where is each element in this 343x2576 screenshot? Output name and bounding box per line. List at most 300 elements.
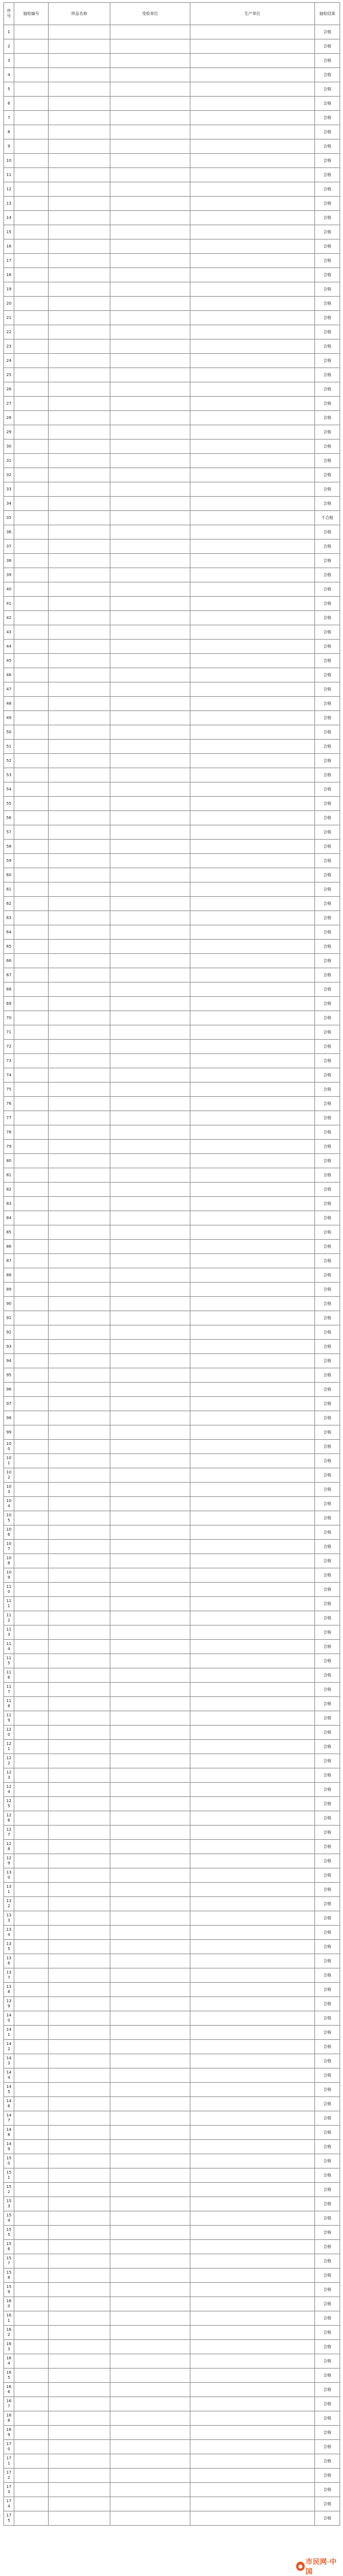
cell-sample-name xyxy=(49,1926,110,1940)
cell-result: 合格 xyxy=(315,2297,340,2311)
cell-sample-name xyxy=(49,2383,110,2397)
cell-result: 合格 xyxy=(315,554,340,568)
cell-sample-name xyxy=(49,2397,110,2411)
cell-result: 合格 xyxy=(315,968,340,983)
cell-manufacturer xyxy=(190,1183,315,1197)
table-row xyxy=(4,1954,340,1968)
cell-sample-name xyxy=(49,868,110,882)
cell-inspected-unit xyxy=(110,1726,190,1740)
cell-serial-number: 40 xyxy=(4,582,14,597)
table-row xyxy=(4,2454,340,2469)
cell-inspected-unit xyxy=(110,1025,190,1040)
cell-inspected-unit xyxy=(110,2340,190,2354)
cell-manufacturer xyxy=(190,1811,315,1826)
table-row xyxy=(4,882,340,897)
cell-inspected-unit xyxy=(110,1883,190,1897)
cell-sample-name xyxy=(49,2426,110,2440)
cell-result: 不合格 xyxy=(315,511,340,525)
cell-serial-number: 121 xyxy=(4,1740,14,1754)
cell-sample-name xyxy=(49,97,110,111)
cell-sample-id xyxy=(14,2111,49,2126)
cell-sample-id xyxy=(14,1154,49,1168)
cell-result: 合格 xyxy=(315,1726,340,1740)
cell-sample-name xyxy=(49,1854,110,1868)
cell-result: 合格 xyxy=(315,911,340,925)
table-row xyxy=(4,1754,340,1768)
cell-manufacturer xyxy=(190,1340,315,1354)
cell-sample-name xyxy=(49,1311,110,1325)
cell-sample-name xyxy=(49,1711,110,1726)
cell-inspected-unit xyxy=(110,1654,190,1668)
cell-sample-name xyxy=(49,968,110,983)
table-row xyxy=(4,1997,340,2011)
table-row xyxy=(4,1983,340,1997)
cell-serial-number: 25 xyxy=(4,368,14,382)
cell-inspected-unit xyxy=(110,1954,190,1968)
table-row xyxy=(4,97,340,111)
cell-sample-id xyxy=(14,997,49,1011)
table-row xyxy=(4,1368,340,1383)
cell-manufacturer xyxy=(190,1497,315,1511)
cell-inspected-unit xyxy=(110,2297,190,2311)
cell-sample-name xyxy=(49,211,110,225)
cell-manufacturer xyxy=(190,1683,315,1697)
cell-inspected-unit xyxy=(110,1626,190,1640)
table-row xyxy=(4,2154,340,2168)
cell-sample-id xyxy=(14,2397,49,2411)
cell-manufacturer xyxy=(190,82,315,97)
cell-manufacturer xyxy=(190,311,315,325)
cell-sample-id xyxy=(14,2097,49,2111)
cell-result: 合格 xyxy=(315,97,340,111)
cell-sample-name xyxy=(49,711,110,725)
site-logo-icon xyxy=(296,2562,305,2571)
cell-sample-name xyxy=(49,2369,110,2383)
cell-result: 合格 xyxy=(315,1040,340,1054)
cell-inspected-unit xyxy=(110,1454,190,1468)
cell-inspected-unit xyxy=(110,1683,190,1697)
cell-inspected-unit xyxy=(110,2354,190,2369)
cell-sample-name xyxy=(49,482,110,497)
cell-sample-id xyxy=(14,2269,49,2283)
table-row xyxy=(4,682,340,697)
cell-sample-name xyxy=(49,1254,110,1268)
cell-manufacturer xyxy=(190,682,315,697)
cell-sample-id xyxy=(14,682,49,697)
cell-manufacturer xyxy=(190,1154,315,1168)
table-row xyxy=(4,582,340,597)
cell-result: 合格 xyxy=(315,1525,340,1540)
table-row xyxy=(4,468,340,482)
cell-sample-name xyxy=(49,811,110,825)
cell-inspected-unit xyxy=(110,911,190,925)
cell-sample-id xyxy=(14,854,49,868)
cell-inspected-unit xyxy=(110,825,190,840)
cell-manufacturer xyxy=(190,2426,315,2440)
table-row xyxy=(4,754,340,768)
cell-serial-number: 154 xyxy=(4,2211,14,2226)
cell-serial-number: 112 xyxy=(4,1611,14,1626)
cell-manufacturer xyxy=(190,2369,315,2383)
cell-result: 合格 xyxy=(315,25,340,39)
cell-sample-name xyxy=(49,625,110,640)
cell-manufacturer xyxy=(190,2454,315,2469)
table-row xyxy=(4,1097,340,1111)
cell-manufacturer xyxy=(190,354,315,368)
cell-sample-name xyxy=(49,2511,110,2526)
cell-result: 合格 xyxy=(315,725,340,740)
cell-sample-name xyxy=(49,225,110,239)
cell-sample-name xyxy=(49,1168,110,1183)
cell-inspected-unit xyxy=(110,640,190,654)
cell-inspected-unit xyxy=(110,2168,190,2183)
table-row xyxy=(4,2240,340,2254)
cell-manufacturer xyxy=(190,497,315,511)
cell-inspected-unit xyxy=(110,1854,190,1868)
cell-sample-name xyxy=(49,1525,110,1540)
cell-sample-name xyxy=(49,2440,110,2454)
cell-sample-name xyxy=(49,797,110,811)
cell-sample-id xyxy=(14,325,49,340)
table-row xyxy=(4,125,340,139)
cell-manufacturer xyxy=(190,1111,315,1125)
cell-serial-number: 174 xyxy=(4,2497,14,2511)
cell-result: 合格 xyxy=(315,139,340,154)
cell-manufacturer xyxy=(190,511,315,525)
cell-serial-number: 144 xyxy=(4,2068,14,2083)
cell-manufacturer xyxy=(190,782,315,797)
cell-sample-id xyxy=(14,2083,49,2097)
cell-result: 合格 xyxy=(315,82,340,97)
cell-sample-id xyxy=(14,282,49,297)
cell-result: 合格 xyxy=(315,825,340,840)
cell-sample-id xyxy=(14,2168,49,2183)
cell-manufacturer xyxy=(190,1883,315,1897)
cell-sample-name xyxy=(49,1268,110,1283)
table-row xyxy=(4,940,340,954)
cell-result: 合格 xyxy=(315,925,340,940)
cell-manufacturer xyxy=(190,2511,315,2526)
cell-manufacturer xyxy=(190,2083,315,2097)
table-row xyxy=(4,2026,340,2040)
cell-inspected-unit xyxy=(110,954,190,968)
cell-inspected-unit xyxy=(110,2126,190,2140)
cell-serial-number: 169 xyxy=(4,2426,14,2440)
cell-result: 合格 xyxy=(315,197,340,211)
cell-sample-id xyxy=(14,397,49,411)
cell-inspected-unit xyxy=(110,440,190,454)
cell-sample-name xyxy=(49,954,110,968)
cell-serial-number: 137 xyxy=(4,1968,14,1983)
cell-inspected-unit xyxy=(110,368,190,382)
cell-result: 合格 xyxy=(315,854,340,868)
cell-manufacturer xyxy=(190,2497,315,2511)
cell-sample-id xyxy=(14,1926,49,1940)
cell-manufacturer xyxy=(190,411,315,425)
cell-inspected-unit xyxy=(110,1568,190,1583)
table-row xyxy=(4,511,340,525)
cell-inspected-unit xyxy=(110,2083,190,2097)
cell-result: 合格 xyxy=(315,597,340,611)
table-row xyxy=(4,1811,340,1826)
table-row xyxy=(4,1040,340,1054)
cell-sample-name xyxy=(49,640,110,654)
cell-sample-name xyxy=(49,168,110,182)
cell-manufacturer xyxy=(190,1983,315,1997)
cell-result: 合格 xyxy=(315,2111,340,2126)
cell-sample-name xyxy=(49,2454,110,2469)
cell-sample-id xyxy=(14,1483,49,1497)
cell-result: 合格 xyxy=(315,2411,340,2426)
cell-serial-number: 31 xyxy=(4,454,14,468)
cell-result: 合格 xyxy=(315,2040,340,2054)
cell-inspected-unit xyxy=(110,125,190,139)
table-row xyxy=(4,1383,340,1397)
cell-serial-number: 164 xyxy=(4,2354,14,2369)
cell-sample-name xyxy=(49,1083,110,1097)
cell-result: 合格 xyxy=(315,640,340,654)
cell-result: 合格 xyxy=(315,1711,340,1726)
cell-result: 合格 xyxy=(315,1297,340,1311)
cell-inspected-unit xyxy=(110,1583,190,1597)
cell-sample-id xyxy=(14,2326,49,2340)
cell-serial-number: 59 xyxy=(4,854,14,868)
cell-inspected-unit xyxy=(110,1211,190,1225)
cell-result: 合格 xyxy=(315,1840,340,1854)
cell-manufacturer xyxy=(190,1940,315,1954)
cell-sample-id xyxy=(14,1883,49,1897)
table-row xyxy=(4,1354,340,1368)
cell-serial-number: 74 xyxy=(4,1068,14,1083)
cell-inspected-unit xyxy=(110,1540,190,1554)
cell-result: 合格 xyxy=(315,354,340,368)
cell-result: 合格 xyxy=(315,768,340,782)
cell-sample-id xyxy=(14,840,49,854)
cell-manufacturer xyxy=(190,2211,315,2226)
cell-sample-id xyxy=(14,925,49,940)
cell-result: 合格 xyxy=(315,1197,340,1211)
table-row xyxy=(4,54,340,68)
cell-manufacturer xyxy=(190,1711,315,1726)
cell-serial-number: 11 xyxy=(4,168,14,182)
table-row xyxy=(4,1726,340,1740)
cell-result: 合格 xyxy=(315,782,340,797)
cell-serial-number: 136 xyxy=(4,1954,14,1968)
cell-result: 合格 xyxy=(315,1668,340,1683)
table-row xyxy=(4,2254,340,2269)
cell-sample-name xyxy=(49,1740,110,1754)
cell-sample-name xyxy=(49,1025,110,1040)
cell-sample-id xyxy=(14,1268,49,1283)
cell-sample-name xyxy=(49,1797,110,1811)
cell-inspected-unit xyxy=(110,282,190,297)
cell-sample-id xyxy=(14,1111,49,1125)
cell-manufacturer xyxy=(190,940,315,954)
cell-manufacturer xyxy=(190,340,315,354)
cell-serial-number: 49 xyxy=(4,711,14,725)
table-row xyxy=(4,911,340,925)
table-row xyxy=(4,782,340,797)
cell-inspected-unit xyxy=(110,782,190,797)
cell-sample-name xyxy=(49,2483,110,2497)
cell-serial-number: 92 xyxy=(4,1325,14,1340)
cell-manufacturer xyxy=(190,1097,315,1111)
cell-sample-id xyxy=(14,554,49,568)
cell-result: 合格 xyxy=(315,740,340,754)
cell-sample-name xyxy=(49,1940,110,1954)
table-row xyxy=(4,868,340,882)
cell-result: 合格 xyxy=(315,568,340,582)
cell-sample-id xyxy=(14,1411,49,1425)
table-row xyxy=(4,297,340,311)
cell-manufacturer xyxy=(190,2168,315,2183)
cell-inspected-unit xyxy=(110,1011,190,1025)
cell-manufacturer xyxy=(190,925,315,940)
cell-inspected-unit xyxy=(110,1083,190,1097)
cell-sample-id xyxy=(14,1711,49,1726)
cell-sample-name xyxy=(49,1840,110,1854)
cell-serial-number: 4 xyxy=(4,68,14,82)
cell-manufacturer xyxy=(190,97,315,111)
cell-sample-name xyxy=(49,1211,110,1225)
cell-sample-name xyxy=(49,2040,110,2054)
cell-manufacturer xyxy=(190,825,315,840)
cell-sample-name xyxy=(49,1554,110,1568)
table-row xyxy=(4,182,340,197)
cell-result: 合格 xyxy=(315,1911,340,1926)
cell-sample-id xyxy=(14,68,49,82)
cell-serial-number: 98 xyxy=(4,1411,14,1425)
cell-manufacturer xyxy=(190,697,315,711)
cell-manufacturer xyxy=(190,525,315,540)
cell-sample-name xyxy=(49,682,110,697)
cell-result: 合格 xyxy=(315,1397,340,1411)
cell-manufacturer xyxy=(190,2183,315,2197)
cell-sample-id xyxy=(14,725,49,740)
cell-sample-id xyxy=(14,1768,49,1783)
cell-inspected-unit xyxy=(110,1411,190,1425)
cell-result: 合格 xyxy=(315,1554,340,1568)
cell-sample-id xyxy=(14,797,49,811)
cell-manufacturer xyxy=(190,1368,315,1383)
cell-sample-id xyxy=(14,2311,49,2326)
cell-inspected-unit xyxy=(110,1868,190,1883)
cell-result: 合格 xyxy=(315,1583,340,1597)
cell-sample-name xyxy=(49,1811,110,1826)
cell-inspected-unit xyxy=(110,340,190,354)
cell-serial-number: 102 xyxy=(4,1468,14,1483)
cell-serial-number: 62 xyxy=(4,897,14,911)
table-row xyxy=(4,797,340,811)
cell-sample-name xyxy=(49,1768,110,1783)
cell-inspected-unit xyxy=(110,1325,190,1340)
cell-inspected-unit xyxy=(110,1511,190,1525)
table-row xyxy=(4,168,340,182)
table-row xyxy=(4,1454,340,1468)
cell-serial-number: 140 xyxy=(4,2011,14,2026)
cell-inspected-unit xyxy=(110,854,190,868)
cell-sample-id xyxy=(14,1468,49,1483)
cell-inspected-unit xyxy=(110,1311,190,1325)
cell-manufacturer xyxy=(190,1311,315,1325)
cell-sample-name xyxy=(49,1583,110,1597)
table-row xyxy=(4,1940,340,1954)
cell-manufacturer xyxy=(190,1025,315,1040)
cell-sample-id xyxy=(14,111,49,125)
cell-serial-number: 103 xyxy=(4,1483,14,1497)
cell-manufacturer xyxy=(190,2469,315,2483)
cell-result: 合格 xyxy=(315,2383,340,2397)
table-row xyxy=(4,1540,340,1554)
cell-inspected-unit xyxy=(110,468,190,482)
cell-sample-name xyxy=(49,2254,110,2269)
cell-result: 合格 xyxy=(315,440,340,454)
cell-sample-id xyxy=(14,1568,49,1583)
cell-sample-name xyxy=(49,2269,110,2283)
cell-result: 合格 xyxy=(315,1440,340,1454)
cell-sample-name xyxy=(49,1054,110,1068)
cell-serial-number: 65 xyxy=(4,940,14,954)
cell-sample-name xyxy=(49,897,110,911)
cell-inspected-unit xyxy=(110,1425,190,1440)
cell-sample-name xyxy=(49,282,110,297)
cell-inspected-unit xyxy=(110,139,190,154)
table-row xyxy=(4,139,340,154)
table-row xyxy=(4,1311,340,1325)
cell-serial-number: 44 xyxy=(4,640,14,654)
cell-sample-name xyxy=(49,2411,110,2426)
cell-manufacturer xyxy=(190,1211,315,1225)
cell-serial-number: 14 xyxy=(4,211,14,225)
cell-result: 合格 xyxy=(315,697,340,711)
cell-serial-number: 37 xyxy=(4,540,14,554)
cell-manufacturer xyxy=(190,368,315,382)
cell-inspected-unit xyxy=(110,2240,190,2254)
cell-sample-id xyxy=(14,1025,49,1040)
cell-serial-number: 61 xyxy=(4,882,14,897)
cell-result: 合格 xyxy=(315,1011,340,1025)
cell-result: 合格 xyxy=(315,1854,340,1868)
table-row xyxy=(4,2440,340,2454)
cell-inspected-unit xyxy=(110,1483,190,1497)
cell-manufacturer xyxy=(190,954,315,968)
cell-sample-name xyxy=(49,940,110,954)
cell-serial-number: 52 xyxy=(4,754,14,768)
cell-manufacturer xyxy=(190,654,315,668)
cell-result: 合格 xyxy=(315,897,340,911)
cell-sample-id xyxy=(14,1197,49,1211)
cell-sample-id xyxy=(14,1697,49,1711)
cell-manufacturer xyxy=(190,2226,315,2240)
cell-sample-name xyxy=(49,2240,110,2254)
cell-inspected-unit xyxy=(110,1254,190,1268)
cell-manufacturer xyxy=(190,239,315,254)
table-row xyxy=(4,1425,340,1440)
cell-sample-id xyxy=(14,1940,49,1954)
cell-manufacturer xyxy=(190,25,315,39)
cell-result: 合格 xyxy=(315,1683,340,1697)
table-row xyxy=(4,1840,340,1854)
table-row xyxy=(4,540,340,554)
cell-sample-name xyxy=(49,2054,110,2068)
cell-inspected-unit xyxy=(110,1440,190,1454)
cell-serial-number: 105 xyxy=(4,1511,14,1525)
cell-inspected-unit xyxy=(110,254,190,268)
cell-serial-number: 123 xyxy=(4,1768,14,1783)
table-row xyxy=(4,1025,340,1040)
cell-serial-number: 42 xyxy=(4,611,14,625)
cell-serial-number: 101 xyxy=(4,1454,14,1468)
